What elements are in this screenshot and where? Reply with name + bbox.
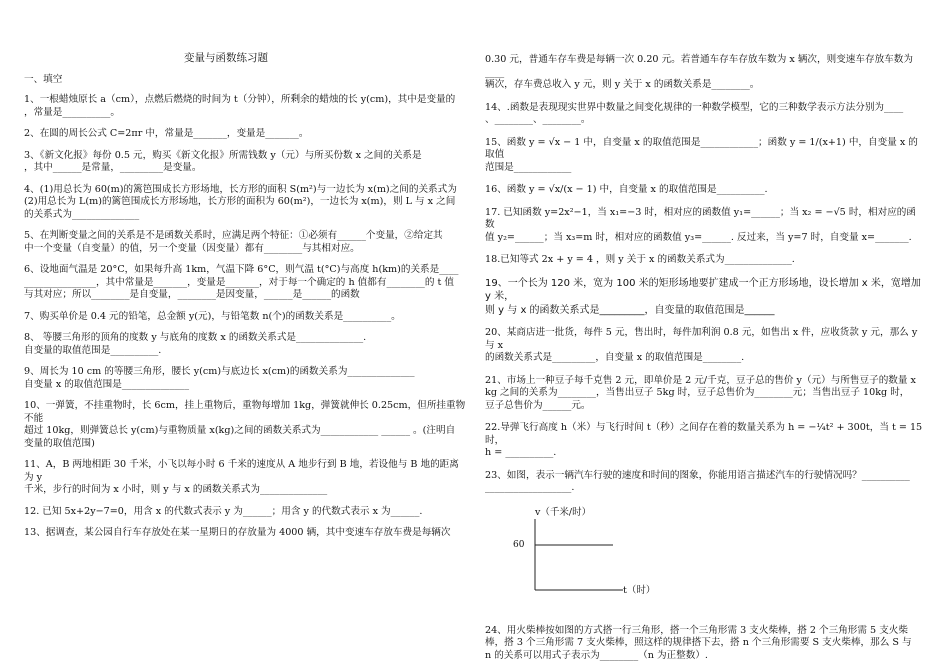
question-7: 7、购买单价是 0.4 元的铅笔，总金额 y(元)，与铅笔数 n(个)的函数关系是__________。 (24, 310, 401, 322)
question-22: 22.导弹飞行高度 h（米）与飞行时间 t（秒）之间存在着的数量关系为 h = −¼t² + 300t，当 t = 15 时， h = __________. (485, 422, 923, 458)
question-21: 21、市场上一种豆子每千克售 2 元，即单价是 2 元/千克，豆子总的售价 y（元）与所售豆子的数量 x kg 之间的关系为________，当售出豆子 5kg 时，豆子总售价为________元；当售出豆子 10kg 时， 豆子总售价为______元。 (485, 374, 916, 411)
question-13: 13、据调查，某公园自行车存放处在某一星期日的存放量为 4000 辆，其中变速车存放车费是每辆次 (24, 527, 451, 538)
question-18: 18.已知等式 2x + y = 4 ，则 y 关于 x 的函数关系式为______________. (485, 254, 795, 265)
question-6: 6、设地面气温是 20°C，如果每升高 1km，气温下降 6°C，则气温 t(°C)与高度 h(km)的关系是____ _______________，其中常量是_______，变量是_______，对于每一个确定的 h 值都有________的 t 值 与其对应；所以________是自变量，________是因变量，______是______的函数 (24, 264, 459, 300)
question-12: 12. 已知 5x+2y−7=0，用含 x 的代数式表示 y 为______；用含 y 的代数式表示 x 为______. (24, 505, 423, 517)
question-9: 9、周长为 10 cm 的等腰三角形，腰长 y(cm)与底边长 x(cm)的函数关系为______________ 自变量 x 的取值范围是______________ (24, 366, 415, 390)
question-20: 20、某商店进一批货，每件 5 元，售出时，每件加利润 0.8 元，如售出 x 件，应收货款 y 元，那么 y 与 x 的函数关系式是_________，自变量 x 的取值范围是________. (485, 327, 918, 363)
question-14: 14、.函数是表现现实世界中数量之间变化规律的一种数学模型，它的三种数学表示方法分别为____ 、________、________。 (485, 101, 904, 125)
question-3: 3、《新文化报》每份 0.5 元，购买《新文化报》所需钱数 y（元）与所买份数 x 之间的关系是 ，其中______是常量，_________是变量。 (24, 149, 422, 173)
question-24: 24、用火柴棒按如图的方式搭一行三角形，搭一个三角形需 3 支火柴棒，搭 2 个三角形需 5 支火柴 棒，搭 3 个三角形需 7 支火柴棒，照这样的规律搭下去，搭 n 个三角形需要 S 支火柴棒，那么 S 与 n 的关系可以用式子表示为________（n 为正整数）. (485, 624, 912, 661)
question-19: 19、一个长为 120 米，宽为 100 米的矩形场地要扩建成一个正方形场地，设长增加 x 米，宽增加 y 米， 则 y 与 x 的函数关系式是_________，自变量的取值范围是______ (485, 277, 921, 316)
question-8: 8、 等腰三角形的顶角的度数 y 与底角的度数 x 的函数关系式是______________. 自变量的取值范围是__________. (24, 332, 367, 356)
question-5: 5、在判断变量之间的关系是不是函数关系时，应满足两个特征：①必须有______个变量，②给定其 中一个变量（自变量）的值，另一个变量（因变量）都有________与其相对应。 (24, 230, 443, 254)
question-11: 11、A，B 两地相距 30 千米，小飞以每小时 6 千米的速度从 A 地步行到 B 地，若设他与 B 地的距离为 y 千米，步行的时间为 x 小时，则 y 与 x 的函数关系式为______________ (24, 459, 459, 495)
question-2: 2、在圆的周长公式 C=2πr 中，常量是_______，变量是_______。 (24, 128, 309, 139)
right-column (485, 54, 925, 672)
question-1: 1、一根蜡烛原长 a（cm），点燃后燃烧的时间为 t（分钟），所剩余的蜡烛的长 y(cm)，其中是变量的 ，常量是__________。 (24, 94, 456, 118)
speed-time-graph (513, 505, 673, 595)
question-15: 15、函数 y = √x − 1 中，自变量 x 的取值范围是____________；函数 y = 1/(x+1) 中，自变量 x 的取值 范围是____________ (485, 136, 918, 173)
x-axis-label: t（时） (623, 584, 656, 596)
question-13-continued: 0.30 元，普通车存车费是每辆一次 0.20 元。若普通车存车存放车数为 x 辆次，则变速车存放车数为____ 辆次，存车费总收入 y 元，则 y 关于 x 的函数关系是________。 (485, 54, 913, 90)
worksheet-title: 变量与函数练习题 (184, 52, 268, 64)
question-10: 10、一弹簧，不挂重物时，长 6cm，挂上重物后，重物每增加 1kg，弹簧就伸长 0.25cm，但所挂重物不能 超过 10kg，则弹簧总长 y(cm)与重物质量 x(kg)之间的函数关系式为____________ ______ 。(注明自 变量的取值范围) (24, 400, 466, 449)
question-4: 4、(1)用总长为 60(m)的篱笆围成长方形场地，长方形的面积 S(m²)与一边长为 x(m)之间的关系式为 (2)用总长为 L(m)的篱笆围成长方形场地，长方形的面积为 60(m²)，一边长为 x(m)，则 L 与 x 之间 的关系式为______________ (24, 183, 457, 220)
y-axis-label: v（千米/时） (535, 506, 592, 518)
question-16: 16、函数 y = √x/(x − 1) 中，自变量 x 的取值范围是__________. (485, 184, 768, 195)
y-tick-label: 60 (513, 539, 525, 550)
question-17: 17. 已知函数 y=2x²−1，当 x₁=−3 时，相对应的函数值 y₁=______；当 x₂ = −√5 时，相对应的函数 值 y₂=______；当 x₃=m 时，相对应的函数值 y₃=______. 反过来，当 y=7 时，自变量 x=_______. (485, 206, 916, 243)
left-column (24, 52, 468, 549)
question-23: 23、如图，表示一辆汽车行驶的速度和时间的图象，你能用语言描述汽车的行驶情况吗？__________ __________________. (485, 469, 910, 493)
section-heading: 一、填空 (24, 73, 63, 85)
